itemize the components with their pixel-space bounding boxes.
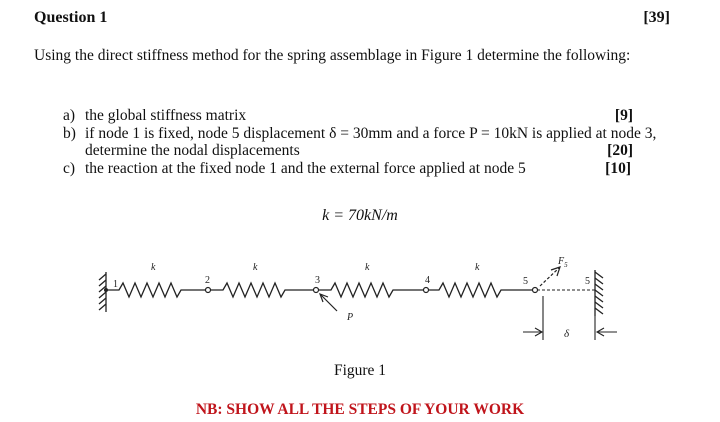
spring-1 xyxy=(106,283,206,297)
part-marks: [20] xyxy=(607,142,633,159)
spring-label-2: k xyxy=(253,262,258,273)
spring-assemblage-figure xyxy=(95,250,635,345)
part-label: c) xyxy=(63,159,76,177)
part-text: the reaction at the fixed node 1 and the external force applied at node 5 xyxy=(85,159,526,177)
part-marks: [10] xyxy=(605,159,631,177)
delta-dimension xyxy=(523,296,617,340)
node-label-4: 4 xyxy=(425,275,430,286)
spring-label-1: k xyxy=(151,262,156,273)
question-title: Question 1 xyxy=(34,9,108,26)
left-wall xyxy=(99,272,106,312)
spring-2 xyxy=(210,283,314,297)
node-label-1: 1 xyxy=(113,279,118,290)
spring-4 xyxy=(428,283,533,297)
part-a xyxy=(63,107,673,125)
right-node-label: 5 xyxy=(585,276,590,287)
node-label-2: 2 xyxy=(205,275,210,286)
spring-label-4: k xyxy=(475,262,480,273)
node-1 xyxy=(104,288,108,292)
part-label: a) xyxy=(63,107,76,124)
node-3 xyxy=(314,288,319,293)
part-c xyxy=(63,160,673,178)
node-2 xyxy=(206,288,211,293)
delta-label: δ xyxy=(564,328,570,340)
force-f5-label: $F_5$ xyxy=(558,256,568,269)
part-text: if node 1 is fixed, node 5 displacement δ = 30mm and a force P = 10kN is applied at node 3, determine the nodal displacements xyxy=(85,124,657,159)
node-label-3: 3 xyxy=(315,275,320,286)
question-intro: Using the direct stiffness method for the spring assemblage in Figure 1 determine the following: xyxy=(34,47,631,64)
figure-caption: Figure 1 xyxy=(333,362,387,379)
question-marks: [39] xyxy=(643,9,670,26)
spring-label-3: k xyxy=(365,262,370,273)
parts-list xyxy=(63,107,673,177)
part-label: b) xyxy=(63,124,76,142)
force-f5-arrow xyxy=(540,268,559,286)
node-5 xyxy=(533,288,538,293)
spring-3 xyxy=(318,283,424,297)
force-p-arrow xyxy=(320,294,337,311)
force-p-label: P xyxy=(347,312,354,323)
stiffness-formula: k = 70kN/m xyxy=(322,207,398,224)
node-4 xyxy=(424,288,429,293)
right-wall xyxy=(595,270,603,316)
part-marks: [9] xyxy=(614,107,633,124)
nb-note: NB: SHOW ALL THE STEPS OF YOUR WORK xyxy=(195,401,525,418)
node-label-5: 5 xyxy=(523,276,528,287)
part-b xyxy=(63,125,673,160)
part-text: the global stiffness matrix xyxy=(85,107,247,124)
